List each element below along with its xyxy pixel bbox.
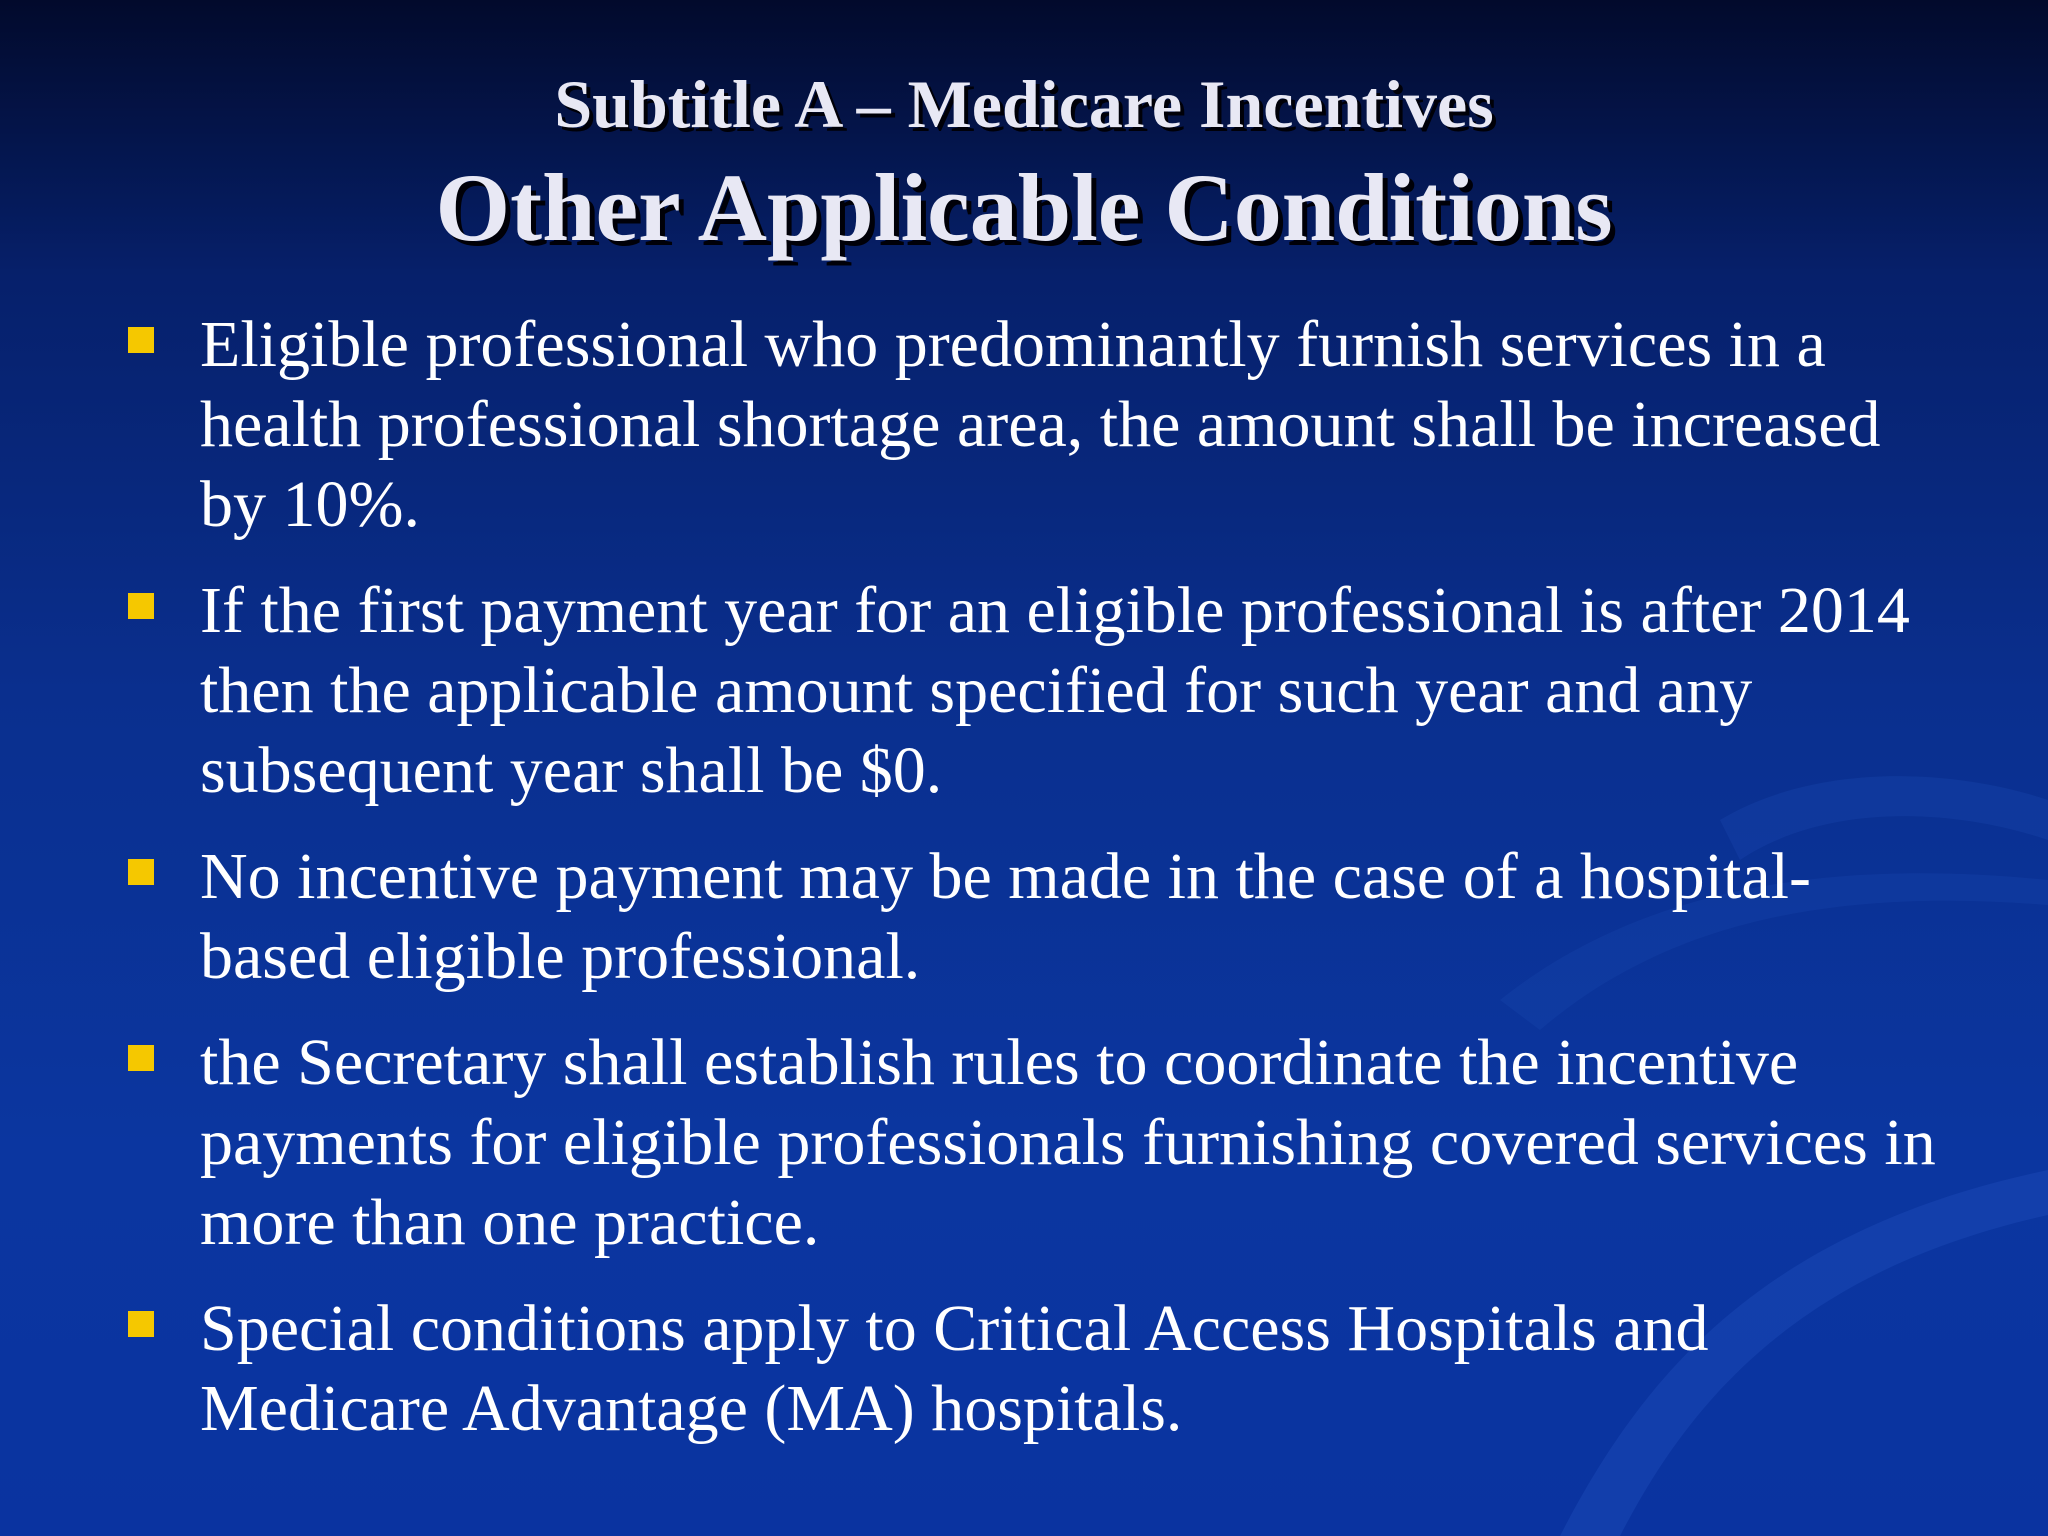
bullet-text: No incentive payment may be made in the case of a hospital-based eligible professional. — [200, 840, 1811, 993]
square-bullet-icon — [128, 1311, 154, 1337]
bullet-item — [125, 1289, 1945, 1449]
square-bullet-icon — [128, 327, 154, 353]
square-bullet-icon — [128, 1045, 154, 1071]
slide-title: Other Applicable Conditions — [435, 154, 1613, 261]
slide-subtitle: Subtitle A – Medicare Incentives — [554, 66, 1494, 142]
title-block — [0, 60, 2048, 268]
square-bullet-icon — [128, 859, 154, 885]
bullet-item — [125, 305, 1945, 545]
bullet-item — [125, 1023, 1945, 1263]
bullet-item — [125, 571, 1945, 811]
bullet-text: the Secretary shall establish rules to coordinate the incentive payments for eligible professionals furnishing covered services in more than one practice. — [200, 1026, 1936, 1259]
bullet-list — [125, 305, 1945, 1475]
bullet-item — [125, 837, 1945, 997]
bullet-text: If the first payment year for an eligible professional is after 2014 then the applicable amount specified for such year and any subsequent year shall be $0. — [200, 574, 1910, 807]
bullet-text: Eligible professional who predominantly furnish services in a health professional shortage area, the amount shall be increased by 10%. — [200, 308, 1881, 541]
bullet-text: Special conditions apply to Critical Access Hospitals and Medicare Advantage (MA) hospitals. — [200, 1292, 1709, 1445]
square-bullet-icon — [128, 593, 154, 619]
